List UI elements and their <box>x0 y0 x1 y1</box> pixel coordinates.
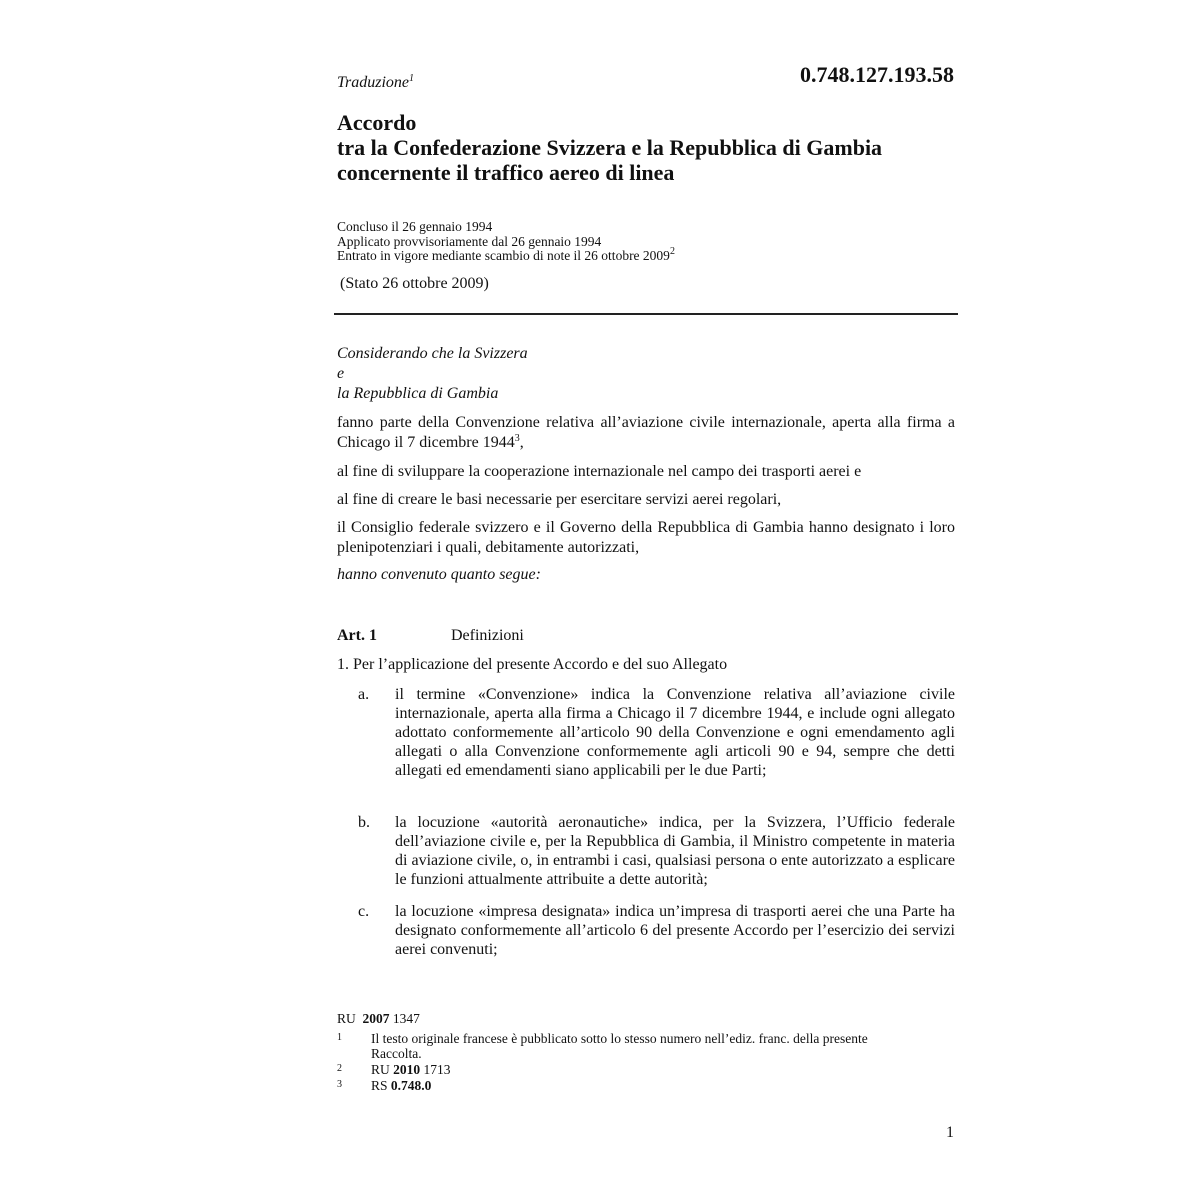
preamble-paragraph-3: al fine di creare le basi necessarie per esercitare servizi aerei regolari, <box>337 491 782 508</box>
article-1-heading <box>337 627 524 645</box>
preamble-considering: Considerando che la Svizzera <box>337 345 528 362</box>
header-divider <box>334 313 958 315</box>
article-number: Art. 1 <box>337 627 377 644</box>
item-label: b. <box>358 814 370 831</box>
article-1-paragraph-1: 1. Per l’applicazione del presente Accordo e del suo Allegato <box>337 656 728 673</box>
item-text: il termine «Convenzione» indica la Convenzione relativa all’aviazione civile internazionale, aperta alla firma a Chicago il 7 dicembre 1944, e include ogni allegato adottato conformemente all’articolo 90 della Convenzione e ogni emendamento agli allegati o alla Convenzione conformemente agli articoli 90 e 94, sempre che detti allegati ed emendamenti siano applicabili per le due Parti; <box>395 686 955 779</box>
ru-reference: RU 2007 1347 <box>337 1011 420 1026</box>
preamble-and: e <box>337 365 345 382</box>
preamble-paragraph-2: al fine di sviluppare la cooperazione internazionale nel campo dei trasporti aerei e <box>337 463 862 480</box>
item-label: a. <box>358 686 370 703</box>
sr-number: 0.748.127.193.58 <box>800 62 954 87</box>
page-number: 1 <box>946 1124 954 1141</box>
entry-into-force: Entrato in vigore mediante scambio di note il 26 ottobre 2009$^2$ <box>337 246 675 263</box>
article-title: Definizioni <box>451 627 524 644</box>
document-metadata <box>337 220 675 264</box>
definition-item-b <box>358 813 955 889</box>
footnote-3: 3 RS 0.748.0 <box>337 1078 432 1093</box>
item-text: la locuzione «impresa designata» indica un’impresa di trasporti aerei che una Parte ha designato conformemente all’articolo 6 del presente Accordo per l’esercizio dei servizi aerei convenuti; <box>395 903 955 958</box>
title-line-3: concernente il traffico aereo di linea <box>337 160 675 185</box>
title-line-1: Accordo <box>337 110 417 135</box>
document-title <box>337 110 882 185</box>
status-date: (Stato 26 ottobre 2009) <box>340 275 489 292</box>
item-text: la locuzione «autorità aeronautiche» indica, per la Svizzera, l’Ufficio federale dell’aviazione civile e, per la Repubblica di Gambia, il Ministro competente in materia di aviazione civile, o, in entrambi i casi, qualsiasi persona o ente autorizzato a esplicare le funzioni attualmente attribuite a dette autorità; <box>395 814 955 888</box>
footnote-2: 2 RU 2010 1713 <box>337 1062 451 1077</box>
footnote-ref-3[interactable]: 3 <box>514 433 520 444</box>
preamble-paragraph-4: il Consiglio federale svizzero e il Governo della Repubblica di Gambia hanno designato i loro plenipotenziari i quali, debitamente autorizzati, <box>337 519 955 556</box>
item-label: c. <box>358 903 370 920</box>
definition-item-a <box>358 685 955 780</box>
title-line-2: tra la Confederazione Svizzera e la Repubblica di Gambia <box>337 135 883 160</box>
concluded-date: Concluso il 26 gennaio 1994 <box>337 219 493 234</box>
footnote-1: 1 Il testo originale francese è pubblicato sotto lo stesso numero nell’ediz. franc. della presente Raccolta. <box>337 1031 868 1061</box>
preamble-gambia: la Repubblica di Gambia <box>337 385 499 402</box>
definition-item-c <box>358 902 955 959</box>
translation-label: Traduzione$^1$ <box>337 73 415 91</box>
footnote-ref-1[interactable]: 1 <box>409 73 415 84</box>
footnote-ref-2[interactable]: 2 <box>669 246 675 257</box>
preamble-paragraph-5: hanno convenuto quanto segue: <box>337 566 541 583</box>
preamble-paragraph-1: fanno parte della Convenzione relativa all’aviazione civile internazionale, aperta alla firma a Chicago il 7 dicembre 1944$^3$, <box>337 414 955 451</box>
provisional-date: Applicato provvisoriamente dal 26 gennaio 1994 <box>337 233 602 249</box>
